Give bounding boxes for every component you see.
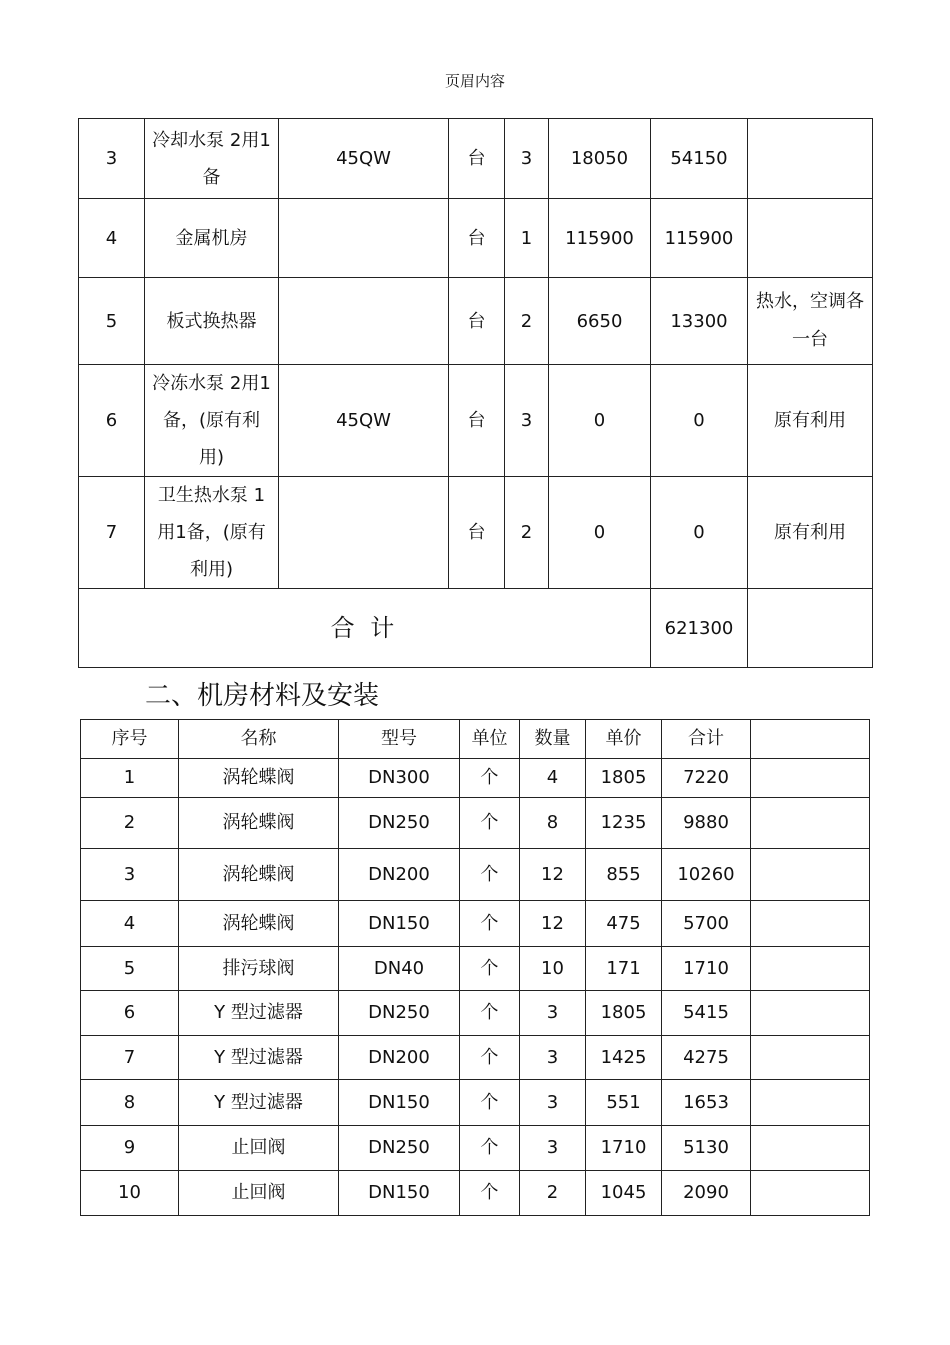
cell-unit: 台 — [449, 477, 505, 589]
table-row — [79, 278, 873, 365]
cell-name: Y 型过滤器 — [179, 1080, 339, 1126]
cell-total: 2090 — [662, 1171, 751, 1216]
cell-total: 0 — [651, 477, 748, 589]
cell-unit: 个 — [460, 991, 520, 1036]
cell-name: 板式换热器 — [145, 278, 279, 365]
cell-total: 0 — [651, 365, 748, 477]
cell-name: 排污球阀 — [179, 947, 339, 991]
cell-note: 原有利用 — [748, 477, 873, 589]
table-row — [81, 1036, 870, 1080]
cell-unit: 个 — [460, 798, 520, 849]
cell-total: 5130 — [662, 1126, 751, 1171]
cell-note — [751, 849, 870, 901]
cell-unit: 台 — [449, 278, 505, 365]
cell-name: 冷冻水泵 2用1备，(原有利用) — [145, 365, 279, 477]
cell-model — [279, 278, 449, 365]
cell-qty: 8 — [520, 798, 586, 849]
cell-name: 冷却水泵 2用1备 — [145, 119, 279, 199]
column-header: 单位 — [460, 720, 520, 759]
materials-table — [80, 719, 870, 1216]
column-header — [751, 720, 870, 759]
table-row — [81, 991, 870, 1036]
cell-unit: 台 — [449, 365, 505, 477]
cell-qty: 10 — [520, 947, 586, 991]
total-value: 621300 — [651, 589, 748, 668]
column-header: 单价 — [586, 720, 662, 759]
cell-total: 1653 — [662, 1080, 751, 1126]
cell-price: 1805 — [586, 759, 662, 798]
cell-model: DN250 — [339, 991, 460, 1036]
cell-qty: 2 — [520, 1171, 586, 1216]
table-header-row — [81, 720, 870, 759]
cell-no: 5 — [79, 278, 145, 365]
cell-note: 热水，空调各一台 — [748, 278, 873, 365]
cell-model — [279, 477, 449, 589]
table-row — [81, 798, 870, 849]
cell-note — [751, 1036, 870, 1080]
cell-unit: 台 — [449, 119, 505, 199]
cell-qty: 4 — [520, 759, 586, 798]
cell-price: 171 — [586, 947, 662, 991]
cell-total: 5415 — [662, 991, 751, 1036]
cell-model: DN150 — [339, 1080, 460, 1126]
cell-unit: 个 — [460, 901, 520, 947]
cell-model: 45QW — [279, 119, 449, 199]
cell-no: 5 — [81, 947, 179, 991]
cell-note — [751, 991, 870, 1036]
cell-no: 4 — [79, 199, 145, 278]
cell-price: 1710 — [586, 1126, 662, 1171]
cell-model: DN250 — [339, 798, 460, 849]
cell-price: 0 — [549, 477, 651, 589]
cell-model: DN200 — [339, 849, 460, 901]
cell-qty: 12 — [520, 901, 586, 947]
cell-unit: 个 — [460, 1126, 520, 1171]
total-row — [79, 589, 873, 668]
cell-no: 1 — [81, 759, 179, 798]
cell-total: 4275 — [662, 1036, 751, 1080]
cell-note — [751, 759, 870, 798]
cell-no: 10 — [81, 1171, 179, 1216]
cell-no: 7 — [81, 1036, 179, 1080]
column-header: 数量 — [520, 720, 586, 759]
table-row — [81, 1126, 870, 1171]
cell-model — [279, 199, 449, 278]
cell-total: 54150 — [651, 119, 748, 199]
cell-note: 原有利用 — [748, 365, 873, 477]
table-row — [81, 901, 870, 947]
table-row — [81, 759, 870, 798]
cell-model: DN150 — [339, 901, 460, 947]
cell-unit: 个 — [460, 947, 520, 991]
cell-name: 止回阀 — [179, 1126, 339, 1171]
cell-qty: 2 — [505, 477, 549, 589]
cell-model: DN150 — [339, 1171, 460, 1216]
total-note — [748, 589, 873, 668]
cell-qty: 3 — [505, 365, 549, 477]
cell-unit: 个 — [460, 1171, 520, 1216]
cell-unit: 个 — [460, 759, 520, 798]
cell-no: 3 — [81, 849, 179, 901]
cell-qty: 3 — [520, 1036, 586, 1080]
total-label: 合 计 — [79, 589, 651, 668]
cell-name: Y 型过滤器 — [179, 991, 339, 1036]
cell-unit: 个 — [460, 1036, 520, 1080]
cell-name: 金属机房 — [145, 199, 279, 278]
cell-qty: 12 — [520, 849, 586, 901]
cell-price: 0 — [549, 365, 651, 477]
cell-price: 855 — [586, 849, 662, 901]
table-row — [79, 365, 873, 477]
cell-model: DN300 — [339, 759, 460, 798]
section-title: 二、机房材料及安装 — [145, 681, 380, 711]
cell-note — [748, 199, 873, 278]
column-header: 序号 — [81, 720, 179, 759]
cell-name: 涡轮蝶阀 — [179, 798, 339, 849]
cell-model: DN250 — [339, 1126, 460, 1171]
cell-name: 止回阀 — [179, 1171, 339, 1216]
cell-price: 1235 — [586, 798, 662, 849]
cell-model: DN40 — [339, 947, 460, 991]
cell-model: 45QW — [279, 365, 449, 477]
column-header: 型号 — [339, 720, 460, 759]
cell-name: 涡轮蝶阀 — [179, 759, 339, 798]
cell-total: 115900 — [651, 199, 748, 278]
cell-note — [751, 1080, 870, 1126]
cell-total: 1710 — [662, 947, 751, 991]
column-header: 合计 — [662, 720, 751, 759]
cell-price: 1805 — [586, 991, 662, 1036]
table-row — [81, 1171, 870, 1216]
cell-unit: 个 — [460, 1080, 520, 1126]
cell-unit: 台 — [449, 199, 505, 278]
cell-total: 13300 — [651, 278, 748, 365]
table-row — [81, 1080, 870, 1126]
cell-note — [748, 119, 873, 199]
cell-no: 6 — [79, 365, 145, 477]
cell-total: 7220 — [662, 759, 751, 798]
cell-note — [751, 798, 870, 849]
cell-qty: 3 — [520, 1126, 586, 1171]
cell-total: 9880 — [662, 798, 751, 849]
column-header: 名称 — [179, 720, 339, 759]
cell-name: 涡轮蝶阀 — [179, 849, 339, 901]
cell-no: 9 — [81, 1126, 179, 1171]
cell-no: 3 — [79, 119, 145, 199]
cell-unit: 个 — [460, 849, 520, 901]
cell-qty: 1 — [505, 199, 549, 278]
table-row — [79, 199, 873, 278]
cell-note — [751, 1171, 870, 1216]
cell-price: 1045 — [586, 1171, 662, 1216]
cell-price: 6650 — [549, 278, 651, 365]
cell-name: 卫生热水泵 1用1备，(原有利用) — [145, 477, 279, 589]
cell-price: 475 — [586, 901, 662, 947]
cell-no: 2 — [81, 798, 179, 849]
cell-no: 8 — [81, 1080, 179, 1126]
equipment-table — [78, 118, 873, 668]
cell-no: 6 — [81, 991, 179, 1036]
cell-name: Y 型过滤器 — [179, 1036, 339, 1080]
table-row — [81, 947, 870, 991]
table-row — [79, 119, 873, 199]
cell-note — [751, 1126, 870, 1171]
cell-name: 涡轮蝶阀 — [179, 901, 339, 947]
cell-price: 18050 — [549, 119, 651, 199]
cell-price: 551 — [586, 1080, 662, 1126]
cell-price: 115900 — [549, 199, 651, 278]
cell-model: DN200 — [339, 1036, 460, 1080]
cell-note — [751, 901, 870, 947]
page-header: 页眉内容 — [444, 72, 505, 90]
table-row — [79, 477, 873, 589]
cell-qty: 3 — [520, 991, 586, 1036]
cell-qty: 2 — [505, 278, 549, 365]
table-row — [81, 849, 870, 901]
cell-total: 10260 — [662, 849, 751, 901]
cell-qty: 3 — [520, 1080, 586, 1126]
cell-qty: 3 — [505, 119, 549, 199]
cell-no: 4 — [81, 901, 179, 947]
cell-price: 1425 — [586, 1036, 662, 1080]
cell-no: 7 — [79, 477, 145, 589]
cell-total: 5700 — [662, 901, 751, 947]
cell-note — [751, 947, 870, 991]
